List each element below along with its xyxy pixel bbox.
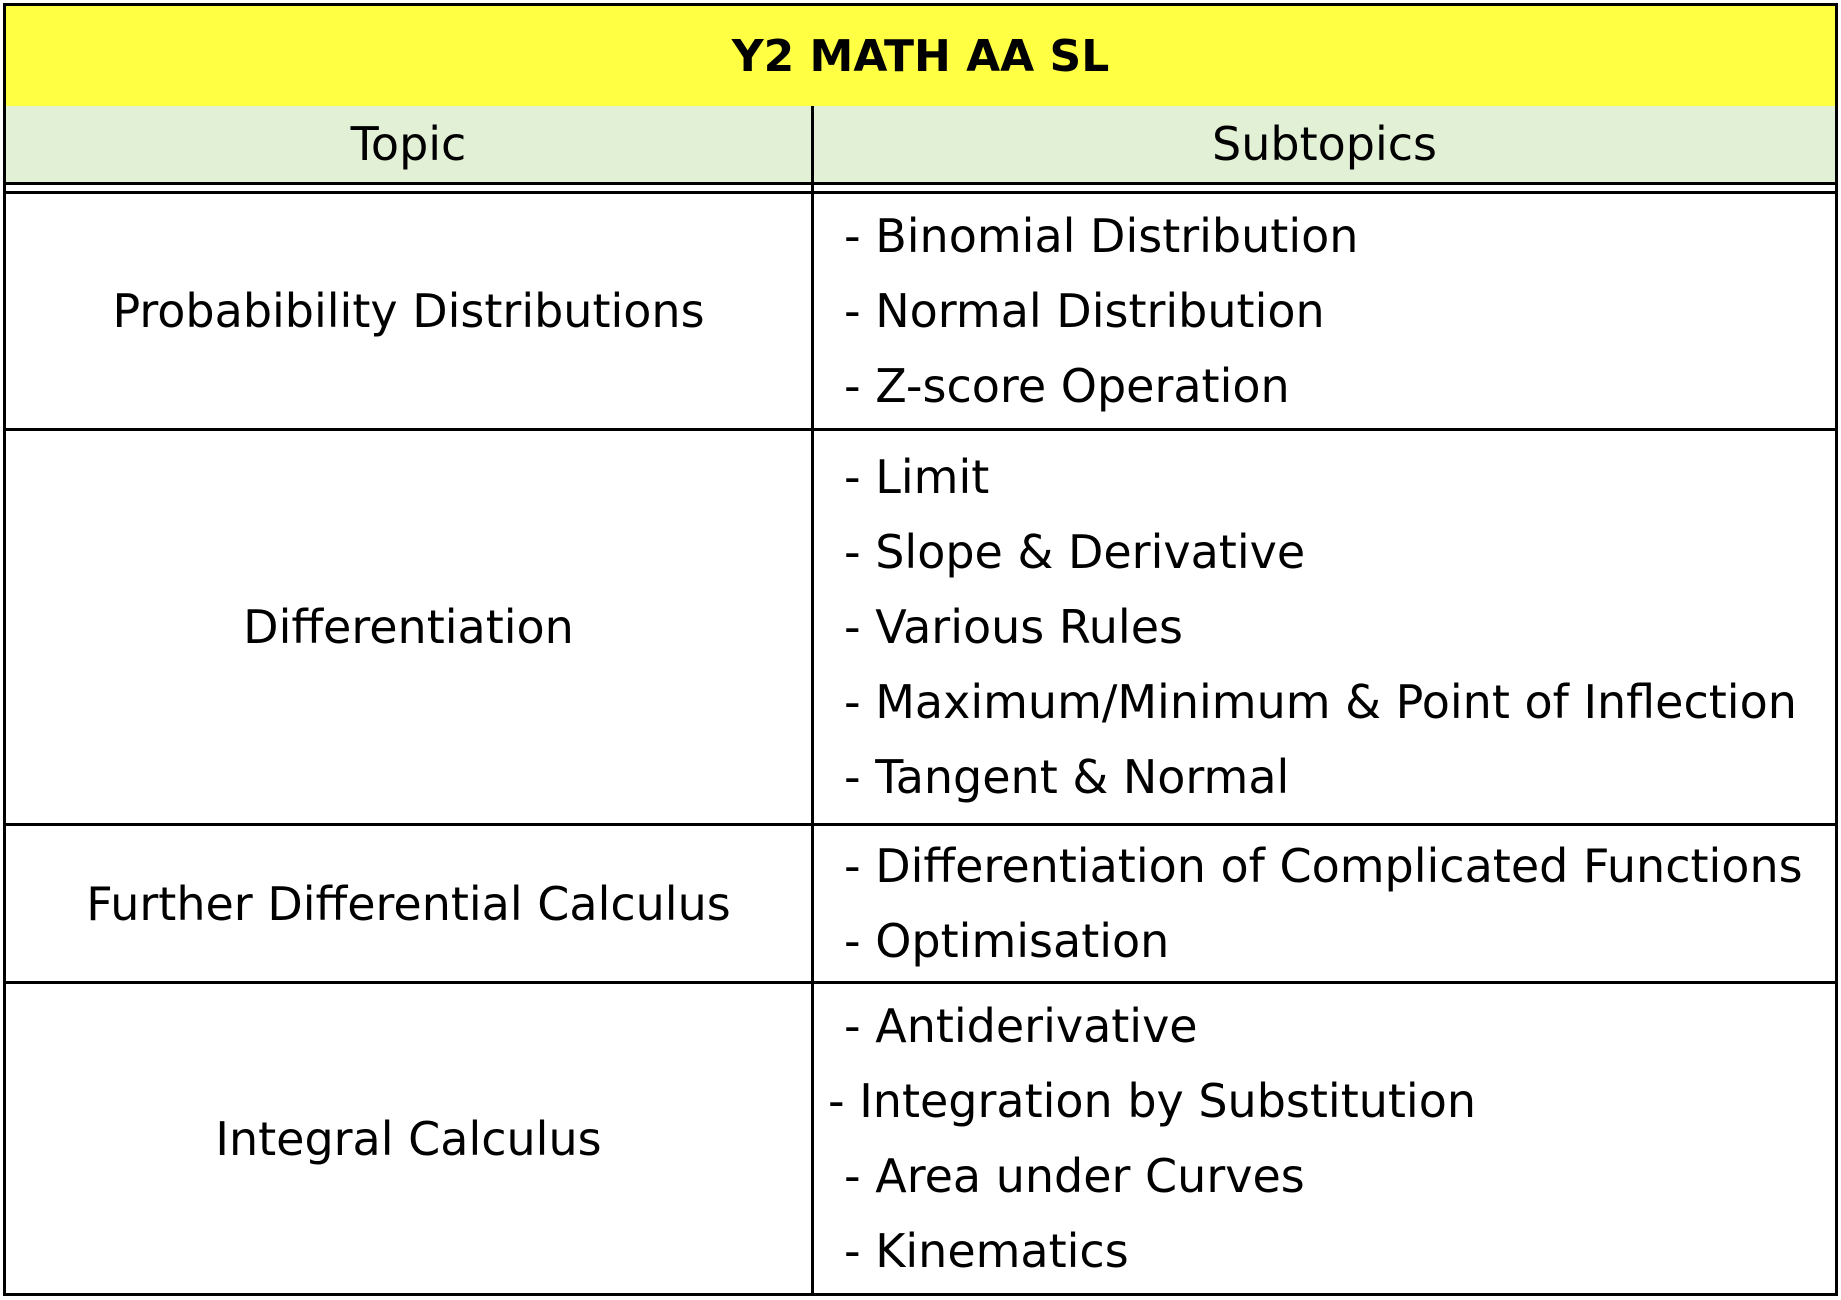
subtopic-item: - Differentiation of Complicated Functions [844, 838, 1803, 893]
topic-cell: Further Differential Calculus [86, 876, 731, 931]
table-title: Y2 MATH AA SL [6, 6, 1835, 106]
subtopic-item: - Tangent & Normal [844, 749, 1290, 804]
subtopics-cell [814, 826, 1835, 981]
subtopic-item: - Kinematics [844, 1223, 1129, 1278]
topic-cell: Probabibility Distributions [112, 284, 705, 338]
subtopic-item: - Various Rules [844, 599, 1183, 654]
subtopic-item: - Normal Distribution [844, 283, 1325, 338]
table-row [6, 431, 1835, 823]
subtopics-cell [814, 194, 1835, 428]
subtopic-item: - Limit [844, 449, 990, 504]
subtopic-item: - Binomial Distribution [844, 208, 1359, 263]
table-row [6, 194, 1835, 428]
topic-cell: Differentiation [243, 600, 574, 654]
subtopic-item: - Z-score Operation [844, 358, 1290, 413]
subtopic-item: - Antiderivative [844, 998, 1198, 1053]
subtopic-item: - Integration by Substitution [828, 1073, 1476, 1128]
curriculum-table [3, 3, 1838, 1296]
topic-cell: Integral Calculus [215, 1111, 602, 1166]
header-topic: Topic [350, 117, 467, 171]
table-row [6, 984, 1835, 1293]
subtopic-item: - Optimisation [844, 913, 1170, 968]
subtopic-item: - Maximum/Minimum & Point of Inflection [844, 674, 1797, 729]
header-row [6, 106, 1835, 185]
subtopic-item: - Slope & Derivative [844, 524, 1306, 579]
subtopics-cell [814, 431, 1835, 823]
subtopics-cell [814, 984, 1835, 1293]
table-row [6, 826, 1835, 981]
subtopic-item: - Area under Curves [844, 1148, 1305, 1203]
header-subtopics: Subtopics [1212, 117, 1437, 171]
